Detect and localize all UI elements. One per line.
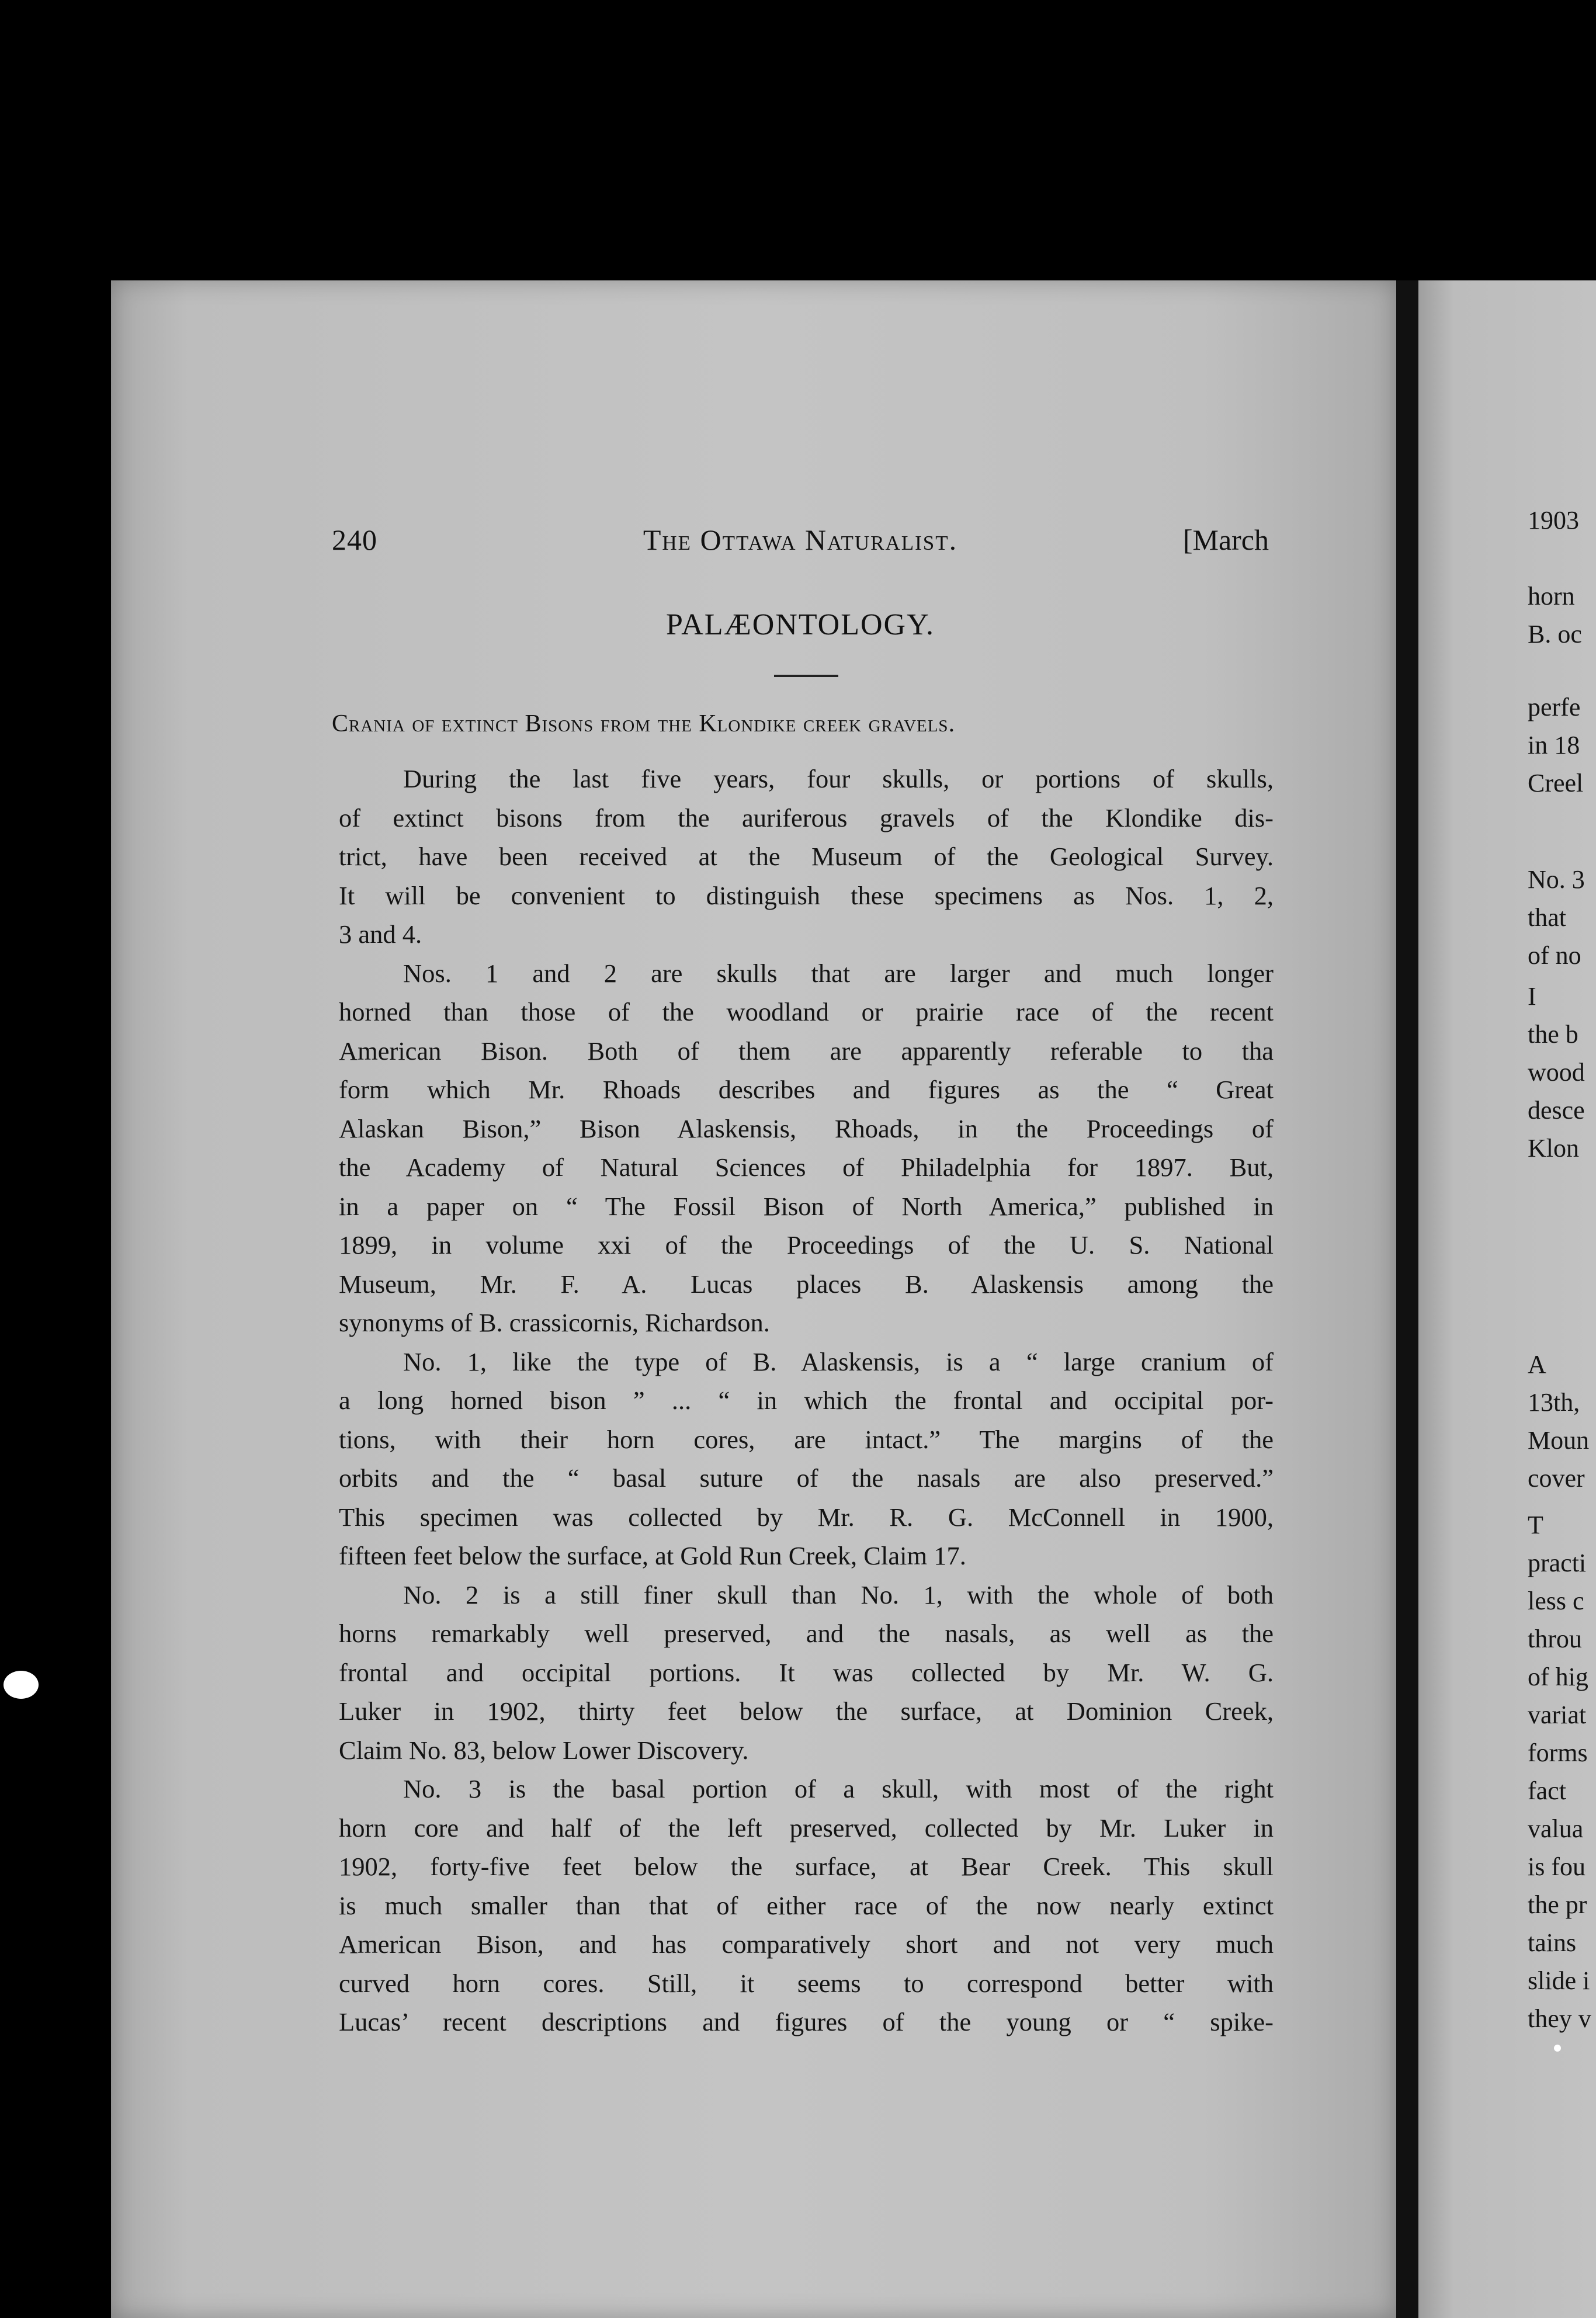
right-fragment-line: I [1528,982,1536,1011]
right-fragment-line: Moun [1528,1426,1590,1455]
text-line: This specimen was collected by Mr. R. G. McConnell in 1900, [339,1502,1274,1532]
right-fragment-line: perfe [1528,693,1581,721]
text-line: No. 1, like the type of B. Alaskensis, is a “ large cranium of [403,1347,1274,1376]
page-gutter [1396,280,1418,2318]
text-line: Alaskan Bison,” Bison Alaskensis, Rhoads, in the Proceedings of [339,1113,1274,1143]
text-line: 1899, in volume xxi of the Proceedings of the U. S. National [339,1230,1274,1259]
right-fragment-line: Creel [1528,769,1584,797]
right-page-fragments [1528,505,1596,2083]
text-line: in a paper on “ The Fossil Bison of North America,” published in [339,1191,1274,1221]
right-fragment-line: that [1528,903,1566,932]
right-fragment-line: wood [1528,1058,1585,1087]
text-line: No. 3 is the basal portion of a skull, with most of the right [403,1774,1274,1803]
text-line: fifteen feet below the surface, at Gold Run Creek, Claim 17. [339,1541,966,1570]
article-title: Crania of extinct Bisons from the Klondike creek gravels. [332,710,956,737]
text-line: synonyms of B. crassicornis, Richardson. [339,1308,770,1337]
text-line: 3 and 4. [339,919,422,949]
right-fragment-line: desce [1528,1096,1585,1125]
right-fragment-line: the b [1528,1020,1578,1049]
text-line: During the last five years, four skulls, or portions of skulls, [403,764,1274,793]
section-title: PALÆONTOLOGY. [666,608,935,641]
text-line: Lucas’ recent descriptions and figures of the young or “ spike- [339,2007,1274,2036]
text-line: Claim No. 83, below Lower Discovery. [339,1735,749,1765]
right-fragment-line: horn [1528,582,1575,610]
right-fragment-line: of no [1528,941,1581,970]
right-fragment-line: cover [1528,1464,1585,1493]
running-header [332,523,1269,564]
right-fragment-line: the pr [1528,1890,1587,1919]
right-fragment-line: fact [1528,1776,1566,1805]
right-fragment-line: B. oc [1528,620,1582,648]
text-line: of extinct bisons from the auriferous gravels of the Klondike dis- [339,803,1274,832]
right-fragment-line: A [1528,1350,1546,1379]
text-line: Nos. 1 and 2 are skulls that are larger and much longer [403,958,1274,988]
right-fragment-line: No. 3 [1528,865,1585,894]
right-fragment-line: forms [1528,1739,1588,1767]
title-rule [774,675,838,677]
issue-month: [March [1182,523,1269,556]
text-line: American Bison, and has comparatively short and not very much [339,1930,1274,1959]
right-fragment-line: they v [1528,2004,1591,2033]
right-fragment-line: throu [1528,1625,1582,1653]
right-fragment-line: 1903 [1528,506,1579,535]
right-fragment-line: Klon [1528,1134,1579,1163]
text-line: form which Mr. Rhoads describes and figures as the “ Great [339,1075,1274,1104]
text-line: It will be convenient to distinguish these specimens as Nos. 1, 2, [339,880,1274,910]
text-line: American Bison. Both of them are apparently referable to tha [339,1036,1274,1066]
right-fragment-line: 13th, [1528,1388,1580,1417]
text-line: curved horn cores. Still, it seems to correspond better with [339,1968,1274,1998]
text-line: trict, have been received at the Museum of the Geological Survey. [339,842,1274,871]
page-number: 240 [332,523,377,556]
right-fragment-line: of hig [1528,1663,1588,1691]
right-fragment-line: T [1528,1511,1543,1539]
text-line: tions, with their horn cores, are intact.” The margins of the [339,1424,1274,1454]
text-line: orbits and the “ basal suture of the nasals are also preserved.” [339,1463,1274,1493]
text-line: 1902, forty-five feet below the surface, at Bear Creek. This skull [339,1852,1274,1881]
text-line: horned than those of the woodland or prairie race of the recent [339,997,1274,1026]
right-fragment-line: in 18 [1528,731,1580,759]
right-fragment-line: slide i [1528,1966,1590,1995]
text-line: the Academy of Natural Sciences of Philadelphia for 1897. But, [339,1153,1274,1182]
text-line: Museum, Mr. F. A. Lucas places B. Alaskensis among the [339,1269,1274,1299]
text-line: horn core and half of the left preserved, collected by Mr. Luker in [339,1813,1274,1842]
text-line: No. 2 is a still finer skull than No. 1, with the whole of both [403,1580,1274,1609]
text-line: a long horned bison ” ... “ in which the frontal and occipital por- [339,1386,1274,1415]
right-fragment-line: tains [1528,1928,1577,1957]
article-body [339,759,1274,2042]
right-fragment-line: practi [1528,1549,1587,1577]
text-line: frontal and occipital portions. It was collected by Mr. W. G. [339,1657,1274,1687]
text-line: Luker in 1902, thirty feet below the surface, at Dominion Creek, [339,1696,1274,1726]
right-fragment-line: is fou [1528,1852,1585,1881]
text-line: horns remarkably well preserved, and the nasals, as well as the [339,1619,1274,1648]
journal-title: The Ottawa Naturalist. [643,523,958,556]
right-fragment-line: valua [1528,1814,1584,1843]
dust-spot [4,1671,39,1699]
right-fragment-line: less c [1528,1587,1584,1615]
right-fragment-line: variat [1528,1701,1587,1729]
text-line: is much smaller than that of either race of the now nearly extinct [339,1890,1274,1920]
